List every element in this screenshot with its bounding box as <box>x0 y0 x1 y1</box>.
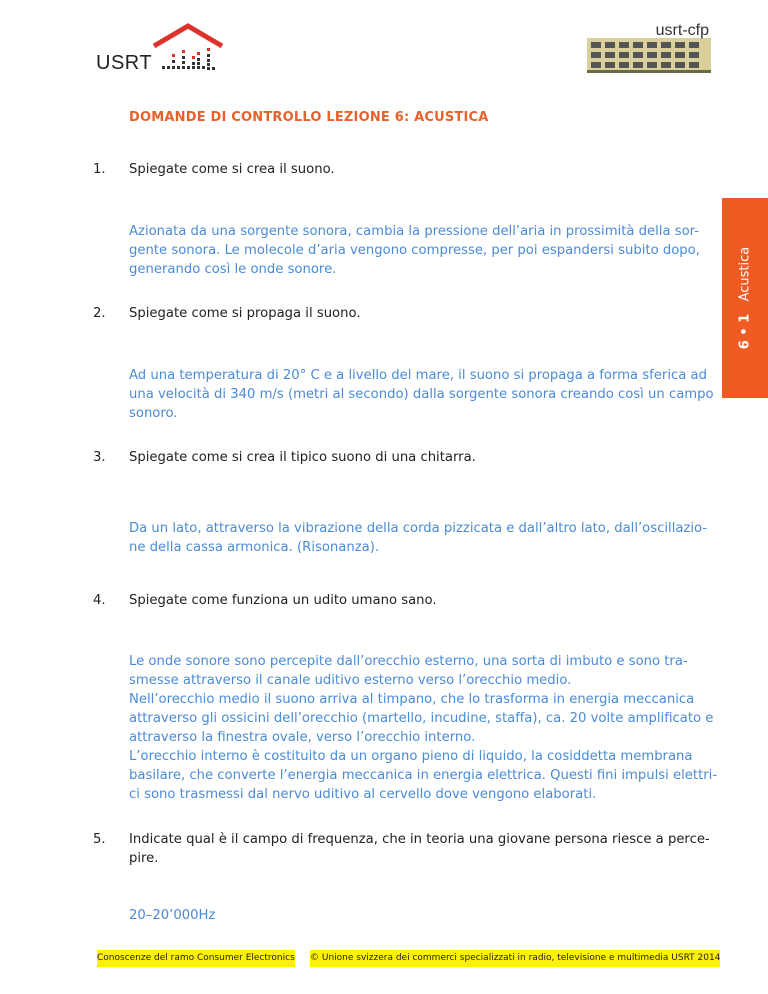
question-number: 3. <box>93 450 106 465</box>
question-text: Spiegate come si propaga il suono. <box>129 306 361 321</box>
answer-1 <box>129 222 700 279</box>
house-logo-icon <box>148 22 226 74</box>
question-text-line: Indicate qual è il campo di frequenza, che in teoria una giovane persona riesce a perce- <box>129 832 710 847</box>
question-number: 4. <box>93 593 106 608</box>
answer-line: attraverso la finestra ovale, verso l’orecchio interno. <box>129 730 476 745</box>
question-5 <box>93 830 710 868</box>
answer-line: Le onde sonore sono percepite dall’orecchio esterno, una sorta di imbuto e sono tra- <box>129 654 688 669</box>
usrt-cfp-logo <box>587 22 711 74</box>
question-number: 5. <box>93 832 106 847</box>
answer-line: Ad una temperatura di 20° C e a livello del mare, il suono si propaga a forma sferica ad <box>129 368 707 383</box>
answer-line: una velocità di 340 m/s (metri al secondo) dalla sorgente sonora creando così un campo <box>129 387 714 402</box>
question-text: Spiegate come funziona un udito umano sano. <box>129 593 437 608</box>
answer-line: generando così le onde sonore. <box>129 262 337 277</box>
answer-line: sonoro. <box>129 406 178 421</box>
usrt-cfp-logo-text: usrt-cfp <box>655 22 709 39</box>
page-title: DOMANDE DI CONTROLLO LEZIONE 6: ACUSTICA <box>129 110 489 125</box>
answer-5 <box>129 906 215 925</box>
question-text-line: pire. <box>129 851 159 866</box>
question-text: Spiegate come si crea il tipico suono di una chitarra. <box>129 450 476 465</box>
answer-2 <box>129 366 714 423</box>
footer-right: © Unione svizzera dei commerci specializzati in radio, televisione e multimedia USRT 2014 <box>310 950 720 967</box>
question-text: Spiegate come si crea il suono. <box>129 162 335 177</box>
answer-4 <box>129 652 717 804</box>
answer-line: L’orecchio interno è costituito da un organo pieno di liquido, la cosiddetta membrana <box>129 749 693 764</box>
answer-line: Nell’orecchio medio il suono arriva al timpano, che lo trasforma in energia meccanica <box>129 692 695 707</box>
answer-line: ne della cassa armonica. (Risonanza). <box>129 540 380 555</box>
answer-line: gente sonora. Le molecole d’aria vengono compresse, per poi espandersi subito dopo, <box>129 243 700 258</box>
answer-3 <box>129 519 707 557</box>
question-number: 1. <box>93 162 106 177</box>
chapter-side-tab <box>722 198 768 398</box>
answer-line: ci sono trasmessi dal nervo uditivo al cervello dove vengono elaborati. <box>129 787 597 802</box>
question-1 <box>93 160 335 179</box>
question-3 <box>93 448 476 467</box>
answer-line: Da un lato, attraverso la vibrazione della corda pizzicata e dall’altro lato, dall’oscillazio- <box>129 521 708 536</box>
answer-line: 20–20’000Hz <box>129 908 216 923</box>
question-2 <box>93 304 361 323</box>
answer-line: smesse attraverso il canale uditivo esterno verso l’orecchio medio. <box>129 673 572 688</box>
answer-line: basilare, che converte l’energia meccanica in energia elettrica. Questi fini impulsi elettri- <box>129 768 718 783</box>
question-number: 2. <box>93 306 106 321</box>
question-4 <box>93 591 437 610</box>
footer-left: Conoscenze del ramo Consumer Electronics <box>97 950 295 967</box>
chapter-label: Acustica <box>737 246 753 302</box>
chapter-number: 6 • 1 <box>737 313 753 350</box>
answer-line: attraverso gli ossicini dell’orecchio (martello, incudine, staffa), ca. 20 volte amplificato e <box>129 711 714 726</box>
usrt-logo-text: USRT <box>96 52 153 74</box>
answer-line: Azionata da una sorgente sonora, cambia la pressione dell’aria in prossimità della sor- <box>129 224 700 239</box>
